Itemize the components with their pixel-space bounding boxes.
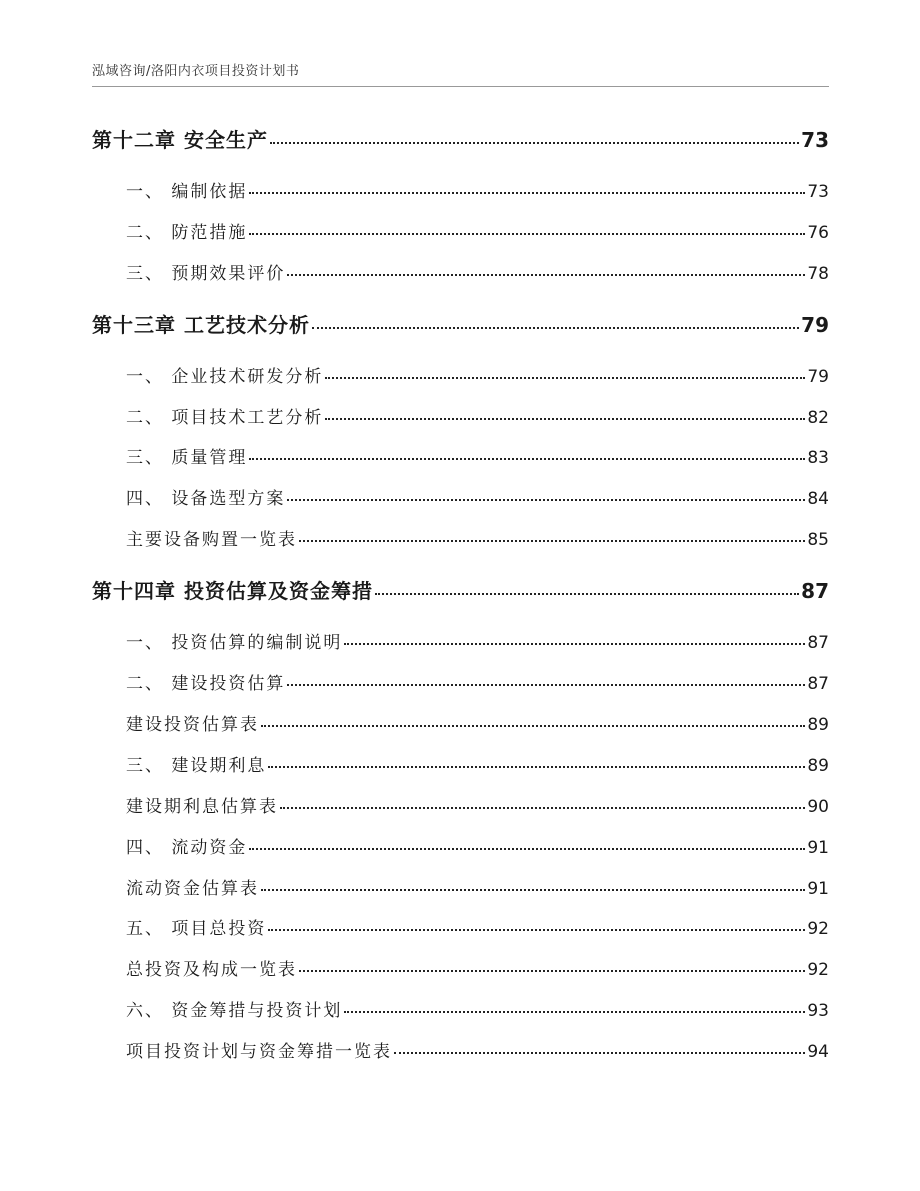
toc-entry-page: 87 bbox=[807, 633, 829, 653]
toc-entry[interactable] bbox=[92, 710, 829, 735]
dot-leader bbox=[325, 418, 805, 420]
toc-entry-page: 78 bbox=[807, 264, 829, 284]
toc-chapter-13[interactable] bbox=[92, 309, 829, 338]
toc-entry-page: 92 bbox=[807, 960, 829, 980]
toc-entry[interactable] bbox=[92, 484, 829, 509]
dot-leader bbox=[375, 593, 799, 595]
dot-leader bbox=[344, 1011, 805, 1013]
toc-entry-page: 89 bbox=[807, 715, 829, 735]
toc-entry[interactable] bbox=[92, 874, 829, 899]
toc-entry[interactable] bbox=[92, 362, 829, 387]
toc-entry-title: 六、 资金筹措与投资计划 bbox=[126, 1001, 343, 1021]
toc-entry-page: 89 bbox=[807, 756, 829, 776]
toc-entry[interactable] bbox=[92, 525, 829, 550]
dot-leader bbox=[268, 929, 805, 931]
dot-leader bbox=[325, 377, 805, 379]
toc-entry-page: 82 bbox=[807, 408, 829, 428]
toc-entry-page: 91 bbox=[807, 838, 829, 858]
toc-entry-title: 一、 企业技术研发分析 bbox=[126, 367, 324, 387]
toc-entry-title: 主要设备购置一览表 bbox=[126, 530, 297, 550]
toc-entry-page: 73 bbox=[801, 128, 829, 152]
toc-entry-title: 三、 预期效果评价 bbox=[126, 264, 286, 284]
toc-entry[interactable] bbox=[92, 996, 829, 1021]
toc-entry[interactable] bbox=[92, 914, 829, 939]
dot-leader bbox=[299, 970, 805, 972]
toc-entry-title: 四、 流动资金 bbox=[126, 838, 248, 858]
dot-leader bbox=[261, 889, 805, 891]
dot-leader bbox=[287, 274, 805, 276]
toc-entry[interactable] bbox=[92, 669, 829, 694]
toc-entry[interactable] bbox=[92, 443, 829, 468]
dot-leader bbox=[249, 233, 805, 235]
dot-leader bbox=[270, 142, 799, 144]
dot-leader bbox=[287, 499, 805, 501]
toc-entry-title: 三、 建设期利息 bbox=[126, 756, 267, 776]
toc-entry-page: 73 bbox=[807, 182, 829, 202]
toc-entry-page: 83 bbox=[807, 448, 829, 468]
toc-entry-title: 五、 项目总投资 bbox=[126, 919, 267, 939]
dot-leader bbox=[261, 725, 805, 727]
toc-entry-title: 二、 项目技术工艺分析 bbox=[126, 408, 324, 428]
toc-entry-title: 第十三章 工艺技术分析 bbox=[92, 313, 310, 337]
toc-entry-page: 79 bbox=[801, 313, 829, 337]
toc-entry-page: 84 bbox=[807, 489, 829, 509]
toc-entry-title: 总投资及构成一览表 bbox=[126, 960, 297, 980]
toc-chapter-14[interactable] bbox=[92, 575, 829, 604]
toc-entry-title: 第十四章 投资估算及资金筹措 bbox=[92, 579, 373, 603]
toc-entry-title: 建设投资估算表 bbox=[126, 715, 259, 735]
toc-entry[interactable] bbox=[92, 403, 829, 428]
toc-entry[interactable] bbox=[92, 792, 829, 817]
dot-leader bbox=[287, 684, 805, 686]
toc-entry[interactable] bbox=[92, 628, 829, 653]
toc-entry-title: 二、 建设投资估算 bbox=[126, 674, 286, 694]
toc-entry-page: 85 bbox=[807, 530, 829, 550]
dot-leader bbox=[394, 1052, 805, 1054]
toc-entry-title: 三、 质量管理 bbox=[126, 448, 248, 468]
running-header: 泓域咨询/洛阳内衣项目投资计划书 bbox=[92, 64, 300, 79]
dot-leader bbox=[249, 458, 805, 460]
dot-leader bbox=[268, 766, 805, 768]
toc-entry[interactable] bbox=[92, 177, 829, 202]
toc-entry-page: 76 bbox=[807, 223, 829, 243]
toc-entry-page: 87 bbox=[801, 579, 829, 603]
toc-entry[interactable] bbox=[92, 1037, 829, 1062]
dot-leader bbox=[249, 848, 805, 850]
toc-entry-title: 四、 设备选型方案 bbox=[126, 489, 286, 509]
toc-entry-title: 流动资金估算表 bbox=[126, 879, 259, 899]
toc-entry-page: 87 bbox=[807, 674, 829, 694]
toc-entry-page: 92 bbox=[807, 919, 829, 939]
toc-entry[interactable] bbox=[92, 218, 829, 243]
toc-entry-title: 一、 编制依据 bbox=[126, 182, 248, 202]
toc-entry-title: 第十二章 安全生产 bbox=[92, 128, 268, 152]
dot-leader bbox=[312, 327, 799, 329]
toc-entry-page: 91 bbox=[807, 879, 829, 899]
toc-entry[interactable] bbox=[92, 833, 829, 858]
toc-entry[interactable] bbox=[92, 955, 829, 980]
toc-entry-title: 项目投资计划与资金筹措一览表 bbox=[126, 1042, 392, 1062]
toc-entry-page: 94 bbox=[807, 1042, 829, 1062]
toc-entry-page: 79 bbox=[807, 367, 829, 387]
toc-entry-title: 一、 投资估算的编制说明 bbox=[126, 633, 343, 653]
toc-entry[interactable] bbox=[92, 751, 829, 776]
toc-entry-page: 93 bbox=[807, 1001, 829, 1021]
dot-leader bbox=[299, 540, 805, 542]
toc-entry[interactable] bbox=[92, 259, 829, 284]
dot-leader bbox=[344, 643, 805, 645]
dot-leader bbox=[249, 192, 805, 194]
toc-entry-page: 90 bbox=[807, 797, 829, 817]
toc-chapter-12[interactable] bbox=[92, 124, 829, 153]
toc-entry-title: 建设期利息估算表 bbox=[126, 797, 278, 817]
dot-leader bbox=[280, 807, 805, 809]
toc-entry-title: 二、 防范措施 bbox=[126, 223, 248, 243]
